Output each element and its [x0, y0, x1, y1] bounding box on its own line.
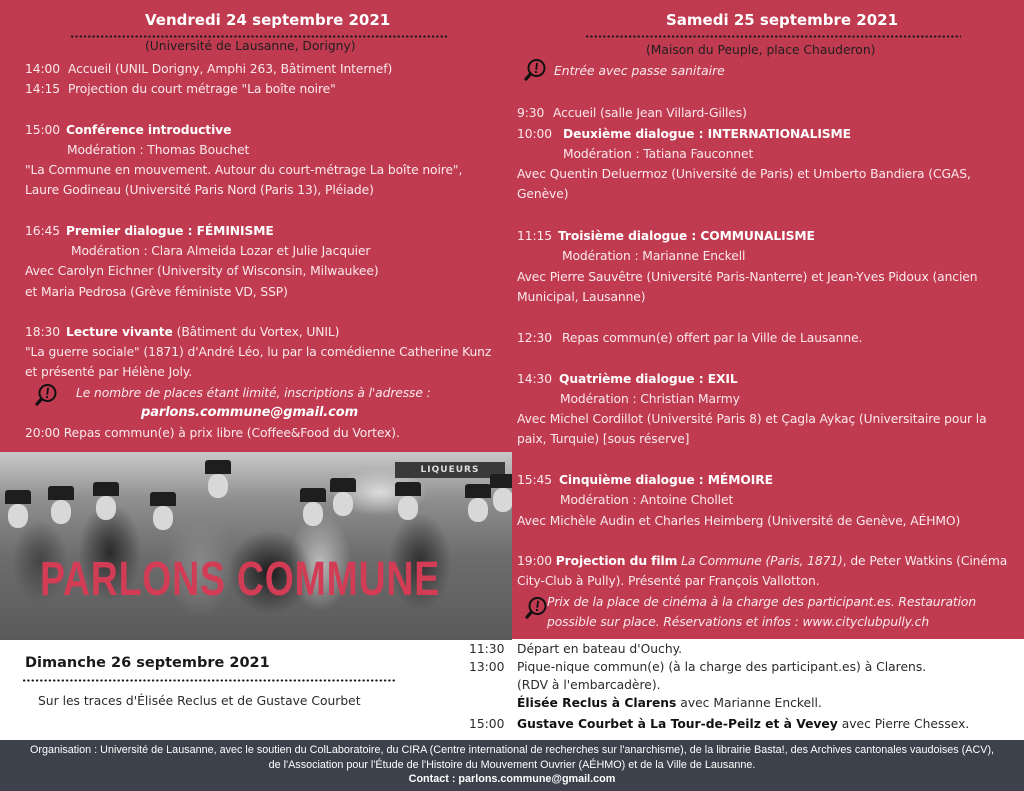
- item-time: 13:00: [469, 660, 505, 674]
- shop-sign: LIQUEURS: [395, 462, 505, 478]
- soldier-face: [398, 496, 418, 520]
- footer-organisation-line: Organisation : Université de Lausanne, avec le soutien du ColLaboratoire, du CIRA (Centre international de recherches sur l'anarchisme), de la librairie Basta!, des Archives cantonales vaudoises (ACV),: [29, 744, 995, 756]
- schedule-item: [517, 226, 815, 246]
- item-title: Lecture vivante: [66, 325, 173, 339]
- item-title: Élisée Reclus à Clarens: [517, 696, 677, 710]
- cinema-notice: Prix de la place de cinéma à la charge des participant.es. Restauration: [547, 595, 977, 609]
- item-title: Deuxième dialogue : INTERNATIONALISME: [563, 127, 851, 141]
- item-moderation: Modération : Marianne Enckell: [562, 249, 746, 263]
- footer-contact[interactable]: Contact : parlons.commune@gmail.com: [408, 773, 616, 785]
- item-time: 16:45: [25, 224, 60, 238]
- schedule-item: [469, 695, 822, 712]
- item-text: (RDV à l'embarcadère).: [517, 678, 661, 692]
- alert-magnifier-icon: [523, 58, 547, 82]
- item-time: 20:00: [25, 426, 60, 440]
- soldier-face: [96, 496, 116, 520]
- saturday-venue: (Maison du Peuple, place Chauderon): [646, 43, 876, 57]
- item-detail: "La Commune en mouvement. Autour du court-métrage La boîte noire",: [25, 163, 463, 177]
- item-detail: et présenté par Hélène Joly.: [25, 365, 193, 379]
- sunday-dotted-divider: [22, 679, 395, 682]
- item-text: , de Peter Watkins (Cinéma: [842, 554, 1008, 568]
- soldier-hat: [465, 484, 491, 498]
- soldier-face: [208, 474, 228, 498]
- item-moderation: Modération : Clara Almeida Lozar et Julie Jacquier: [71, 244, 371, 258]
- footer-organisation-line: de l'Association pour l'Étude de l'Histoire du Mouvement Ouvrier (AÉHMO) et de la Ville de Lausanne.: [268, 758, 756, 771]
- item-detail: Avec Michèle Audin et Charles Heimberg (Université de Genève, AÉHMO): [517, 514, 961, 528]
- commune-photo-banner: [0, 452, 512, 640]
- item-detail: Laure Godineau (Université Paris Nord (Paris 13), Pléiade): [25, 183, 374, 197]
- item-detail: Genève): [517, 187, 569, 201]
- event-title: PARLONS COMMUNE: [40, 553, 440, 606]
- item-title: Gustave Courbet à La Tour-de-Peilz et à Vevey: [517, 717, 838, 731]
- item-text: Accueil (salle Jean Villard-Gilles): [553, 106, 747, 120]
- health-pass-notice: Entrée avec passe sanitaire: [554, 64, 725, 78]
- item-detail: Avec Pierre Sauvêtre (Université Paris-Nanterre) et Jean-Yves Pidoux (ancien: [517, 270, 978, 284]
- soldier-hat: [5, 490, 31, 504]
- item-title: Troisième dialogue : COMMUNALISME: [558, 229, 815, 243]
- item-time: 15:45: [517, 473, 552, 487]
- item-title: Projection du film: [555, 554, 678, 568]
- schedule-item: [469, 641, 682, 658]
- schedule-item: [25, 221, 274, 241]
- item-text: Repas commun(e) offert par la Ville de Lausanne.: [562, 331, 863, 345]
- item-detail: Municipal, Lausanne): [517, 290, 646, 304]
- soldier-hat: [330, 478, 356, 492]
- sunday-description: Sur les traces d'Élisée Reclus et de Gustave Courbet: [38, 694, 361, 708]
- soldier-face: [333, 492, 353, 516]
- schedule-item: [25, 79, 336, 99]
- soldier-hat: [205, 460, 231, 474]
- item-text: Pique-nique commun(e) (à la charge des participant.es) à Clarens.: [517, 660, 927, 674]
- schedule-item: [469, 659, 926, 676]
- soldier-face: [468, 498, 488, 522]
- item-text: Projection du court métrage "La boîte noire": [68, 82, 336, 96]
- item-time: 14:15: [25, 82, 60, 96]
- item-detail: Avec Quentin Deluermoz (Université de Paris) et Umberto Bandiera (CGAS,: [517, 167, 971, 181]
- item-moderation: Modération : Christian Marmy: [560, 392, 740, 406]
- item-location: (Bâtiment du Vortex, UNIL): [172, 325, 340, 339]
- item-time: 15:00: [469, 717, 505, 731]
- registration-email-link[interactable]: parlons.commune@gmail.com: [141, 405, 359, 420]
- film-title: La Commune (Paris, 1871): [681, 554, 843, 568]
- schedule-item: [517, 551, 1007, 571]
- soldier-hat: [490, 474, 512, 488]
- soldier-face: [303, 502, 323, 526]
- item-time: 18:30: [25, 325, 60, 339]
- item-moderation: Modération : Tatiana Fauconnet: [563, 147, 754, 161]
- item-text: Accueil (UNIL Dorigny, Amphi 263, Bâtiment Internef): [68, 62, 393, 76]
- alert-magnifier-icon: [524, 596, 548, 620]
- item-moderation: Modération : Thomas Bouchet: [67, 143, 250, 157]
- schedule-item: [517, 103, 747, 123]
- item-detail: "La guerre sociale" (1871) d'André Léo, lu par la comédienne Catherine Kunz: [25, 345, 492, 359]
- item-time: 19:00: [517, 554, 552, 568]
- item-text: Repas commun(e) à prix libre (Coffee&Food du Vortex).: [63, 426, 400, 440]
- item-time: 14:30: [517, 372, 552, 386]
- sunday-section: [0, 639, 1024, 740]
- cinema-notice: possible sur place. Réservations et infos : www.cityclubpully.ch: [547, 615, 930, 629]
- soldier-face: [493, 488, 512, 512]
- alert-magnifier-icon: [34, 383, 58, 407]
- item-title: Cinquième dialogue : MÉMOIRE: [559, 473, 773, 487]
- soldier-face: [153, 506, 173, 530]
- soldier-hat: [395, 482, 421, 496]
- schedule-item: [469, 716, 969, 733]
- friday-venue: (Université de Lausanne, Dorigny): [145, 39, 356, 53]
- schedule-item: [25, 423, 400, 443]
- organisation-footer: [0, 740, 1024, 791]
- item-time: 15:00: [25, 123, 60, 137]
- item-detail: City-Club à Pully). Présenté par François Vallotton.: [517, 574, 820, 588]
- sunday-title: Dimanche 26 septembre 2021: [25, 655, 270, 671]
- soldier-face: [51, 500, 71, 524]
- registration-notice: Le nombre de places étant limité, inscriptions à l'adresse :: [76, 386, 431, 400]
- item-text: avec Marianne Enckell.: [676, 696, 822, 710]
- soldier-hat: [300, 488, 326, 502]
- schedule-item: [25, 322, 339, 342]
- saturday-dotted-divider: [585, 35, 961, 38]
- friday-dotted-divider: [70, 35, 448, 38]
- schedule-item: [517, 470, 773, 490]
- item-detail: Avec Michel Cordillot (Université Paris 8) et Çagla Aykaç (Universitaire pour la: [517, 412, 987, 426]
- item-text: avec Pierre Chessex.: [837, 717, 970, 731]
- item-text: Départ en bateau d'Ouchy.: [517, 642, 683, 656]
- friday-title: Vendredi 24 septembre 2021: [145, 11, 391, 29]
- schedule-item: [517, 369, 738, 389]
- item-detail: paix, Turquie) [sous réserve]: [517, 432, 690, 446]
- item-time: 9:30: [517, 106, 545, 120]
- soldier-face: [8, 504, 28, 528]
- saturday-title: Samedi 25 septembre 2021: [666, 11, 899, 29]
- item-title: Conférence introductive: [66, 123, 232, 137]
- item-detail: Avec Carolyn Eichner (University of Wisconsin, Milwaukee): [25, 264, 379, 278]
- item-time: 12:30: [517, 331, 552, 345]
- soldier-hat: [48, 486, 74, 500]
- schedule-item: [25, 120, 231, 140]
- item-time: 11:15: [517, 229, 552, 243]
- item-time: 14:00: [25, 62, 60, 76]
- schedule-item: [517, 124, 851, 144]
- item-title: Premier dialogue : FÉMINISME: [66, 224, 274, 238]
- schedule-item: [469, 677, 661, 694]
- soldier-hat: [150, 492, 176, 506]
- schedule-item: [25, 59, 392, 79]
- item-title: Quatrième dialogue : EXIL: [559, 372, 738, 386]
- item-time: 11:30: [469, 642, 505, 656]
- item-detail: et Maria Pedrosa (Grève féministe VD, SSP): [25, 285, 288, 299]
- schedule-item: [517, 328, 862, 348]
- soldier-hat: [93, 482, 119, 496]
- item-moderation: Modération : Antoine Chollet: [560, 493, 734, 507]
- item-time: 10:00: [517, 127, 552, 141]
